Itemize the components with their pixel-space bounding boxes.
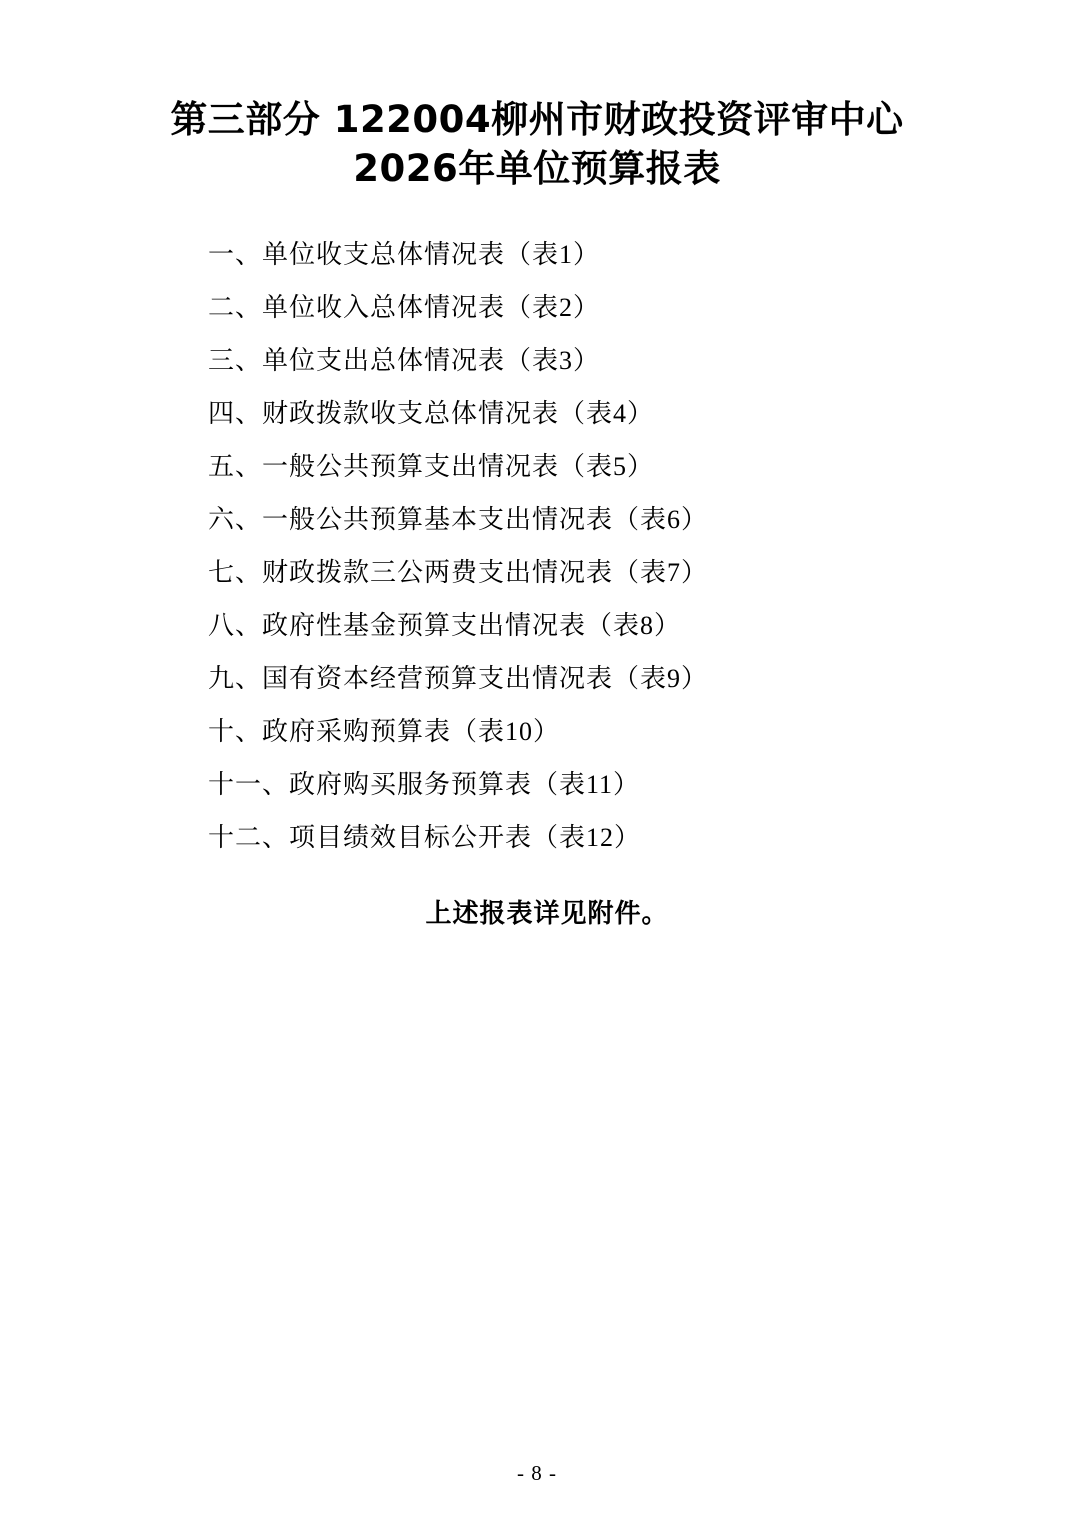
list-item: 十二、项目绩效目标公开表（表12） <box>208 822 642 852</box>
list-item: 四、财政拨款收支总体情况表（表4） <box>208 398 655 428</box>
list-item: 七、财政拨款三公两费支出情况表（表7） <box>208 557 709 587</box>
page-title <box>0 0 1074 194</box>
list-item: 八、政府性基金预算支出情况表（表8） <box>208 610 682 640</box>
table-of-contents <box>0 239 1074 852</box>
list-item: 一、单位收支总体情况表（表1） <box>208 239 601 269</box>
list-item: 六、一般公共预算基本支出情况表（表6） <box>208 504 709 534</box>
list-item: 五、一般公共预算支出情况表（表5） <box>208 451 655 481</box>
list-item: 十、政府采购预算表（表10） <box>208 716 561 746</box>
list-item: 三、单位支出总体情况表（表3） <box>208 345 601 375</box>
list-item: 九、国有资本经营预算支出情况表（表9） <box>208 663 709 693</box>
page-title-line-2: 2026年单位预算报表 <box>353 146 721 190</box>
list-item: 十一、政府购买服务预算表（表11） <box>208 769 641 799</box>
page-title-line-1: 第三部分 122004柳州市财政投资评审中心 <box>170 98 904 141</box>
attachment-note: 上述报表详见附件。 <box>425 898 669 928</box>
list-item: 二、单位收入总体情况表（表2） <box>208 292 601 322</box>
page-number: - 8 - <box>517 1461 557 1485</box>
